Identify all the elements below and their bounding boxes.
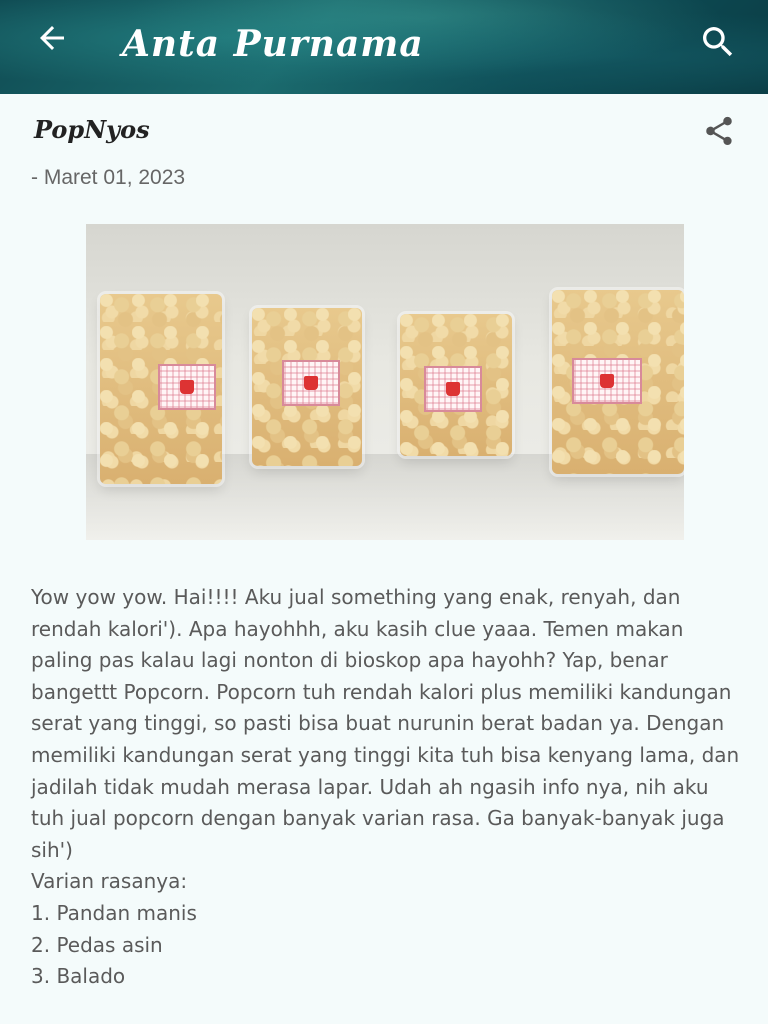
share-icon[interactable]: [700, 114, 738, 148]
post-paragraph: Yow yow yow. Hai!!!! Aku jual something yang enak, renyah, dan rendah kalori'). Apa hayohhh, aku kasih clue yaaa. Temen makan paling pas kalau lagi nonton di bioskop apa hayohh? Yap, benar bangettt Popcorn. Popcorn tuh rendah kalori plus memiliki kandungan serat yang tinggi, so pasti bisa buat nurunin berat badan ya. Dengan memiliki kandungan serat yang tinggi kita tuh bisa kenyang lama, dan jadilah tidak mudah merasa lapar. Udah ah ngasih info nya, nih aku tuh jual popcorn dengan banyak varian rasa. Ga banyak-banyak juga sih'): [31, 585, 740, 862]
blog-title[interactable]: Anta Purnama: [122, 23, 424, 65]
product-label: [158, 364, 216, 410]
variant-item: 3. Balado: [31, 964, 126, 989]
product-label: [572, 358, 642, 404]
product-label: [282, 360, 340, 406]
variants-heading: Varian rasanya:: [31, 869, 188, 894]
product-label: [424, 366, 482, 412]
variant-item: 1. Pandan manis: [31, 900, 197, 925]
post-date: - Maret 01, 2023: [31, 166, 186, 189]
variant-item: 2. Pedas asin: [31, 932, 163, 957]
popcorn-photo: [86, 224, 684, 540]
post-title: PopNyos: [34, 115, 150, 144]
search-icon[interactable]: [698, 22, 738, 62]
arrow-left-icon[interactable]: [34, 20, 70, 56]
blog-header: [0, 0, 768, 94]
post-body: [31, 582, 741, 993]
